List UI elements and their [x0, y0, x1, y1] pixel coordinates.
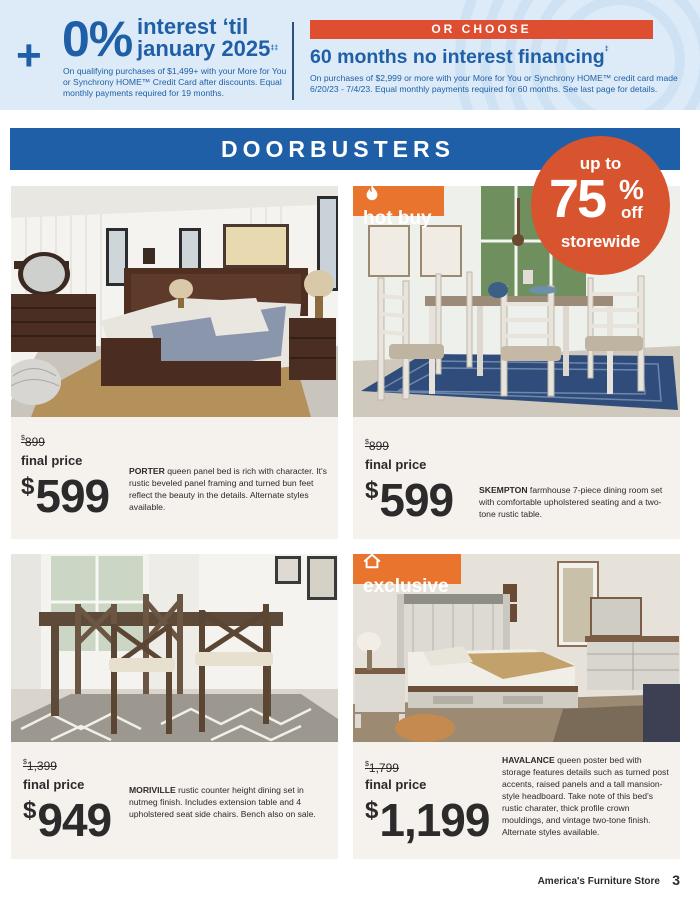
badge-up-to: up to: [579, 154, 622, 173]
flame-icon: [363, 186, 381, 202]
zero-percent: 0%: [62, 11, 133, 67]
skempton-final-price: $599: [365, 474, 454, 526]
porter-description: PORTER queen panel bed is rich with character. It's rustic beveled panel framing and turned bun feet reflect the beauty in the details. Alternate styles available.: [129, 466, 327, 512]
page-number: 3: [672, 872, 680, 888]
havalance-description: HAVALANCE queen poster bed with storage features details such as turned post accents, raised panels and a tall mansion-style headboard. Take note of this bed's rustic charater, thick profile crown mouldings, and vintage two-tone finish. Alternate styles available.: [502, 755, 669, 837]
product-card-havalance[interactable]: [353, 554, 680, 859]
moriville-final-price: $949: [23, 794, 112, 846]
moriville-was-price: $1,399: [23, 759, 57, 773]
financing-fine-print-left: On qualifying purchases of $1,499+ with your More for You or Synchrony HOME™ Credit Card after discounts. Equal monthly payments required for 19 months.: [63, 66, 287, 98]
product-card-porter[interactable]: [11, 186, 338, 539]
or-choose-label: OR CHOOSE: [310, 20, 653, 39]
house-icon: [363, 554, 381, 570]
banner-divider: [292, 22, 294, 100]
havalance-final-label: final price: [365, 777, 427, 792]
porter-final-label: final price: [21, 453, 83, 468]
badge-number: 75: [549, 169, 606, 229]
porter-bed-photo: [11, 186, 338, 417]
skempton-was-price: $899: [365, 439, 389, 453]
hot-buy-tag: hot buy: [353, 186, 444, 216]
plus-sign: +: [16, 31, 42, 80]
moriville-final-label: final price: [23, 777, 85, 792]
porter-was-price: $899: [21, 435, 45, 449]
badge-storewide: storewide: [560, 232, 641, 251]
product-card-moriville[interactable]: [11, 554, 338, 859]
interest-headline: interest ‘til january 2025‡‡: [137, 14, 279, 61]
skempton-description: SKEMPTON farmhouse 7-piece dining room set with comfortable upholstered seating and a two-tone rustic table.: [479, 485, 663, 519]
exclusive-tag: exclusive: [353, 554, 461, 584]
moriville-description: MORIVILLE rustic counter height dining set in nutmeg finish. Includes extension table and 4 upholstered seat side chairs. Bench also on sale.: [129, 785, 316, 819]
up-to-75-off-badge: [531, 136, 670, 275]
havalance-final-price: $1,199: [365, 794, 490, 846]
skempton-final-label: final price: [365, 457, 427, 472]
moriville-dining-photo: [11, 554, 338, 742]
financing-fine-print-right: On purchases of $2,999 or more with your More for You or Synchrony HOME™ credit card made 6/20/23 - 7/4/23. Equal monthly payments required for 60 months. See last page for details.: [310, 73, 678, 94]
havalance-bed-photo: [353, 554, 680, 742]
doorbusters-heading: DOORBUSTERS: [10, 128, 680, 170]
footer-store-name: America's Furniture Store: [537, 876, 660, 887]
porter-final-price: $599: [21, 470, 110, 522]
financing-banner: [0, 0, 700, 110]
badge-percent: %: [619, 174, 644, 205]
badge-off: off: [621, 203, 643, 222]
sixty-months-headline: 60 months no interest financing‡: [310, 46, 609, 68]
havalance-was-price: $1,799: [365, 761, 399, 775]
